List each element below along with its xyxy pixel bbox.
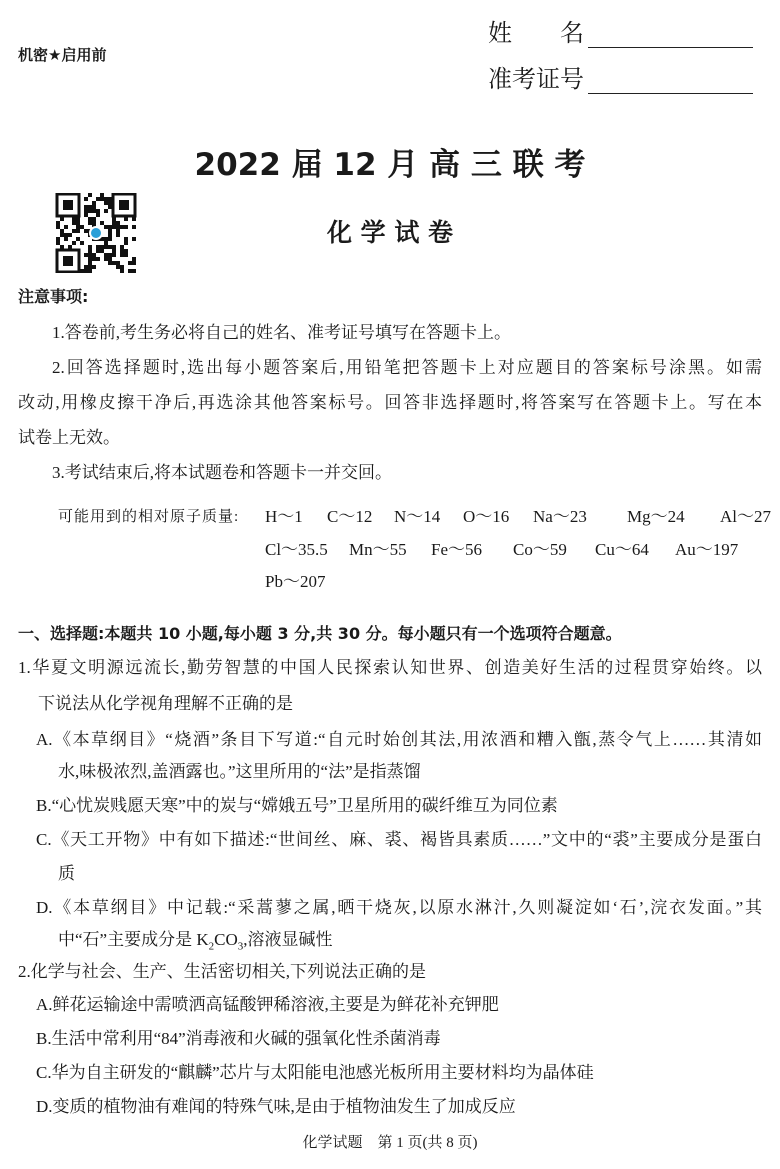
atomic-mass-item: O～16: [463, 507, 510, 526]
atomic-mass-item: C～12: [327, 507, 373, 526]
note-line: 1.答卷前,考生务必将自己的姓名、准考证号填写在答题卡上。: [52, 323, 511, 342]
note-line: 2.回答选择题时,选出每小题答案后,用铅笔把答题卡上对应题目的答案标号涂黑。如需: [52, 358, 762, 377]
atomic-mass-item: N～14: [394, 507, 441, 526]
q1-stem: 下说法从化学视角理解不正确的是: [38, 694, 293, 713]
confidential-label: 机密★启用前: [18, 46, 107, 64]
note-line: 试卷上无效。: [18, 428, 120, 447]
q1-option-c: C.《天工开物》中有如下描述:“世间丝、麻、裘、褐皆具素质……”文中的“裘”主要成分是蛋白: [36, 830, 762, 849]
atomic-mass-item: Na～23: [533, 507, 587, 526]
atomic-mass-item: Cu～64: [595, 540, 649, 559]
subject-title: 化 学 试 卷: [326, 218, 454, 247]
name-field[interactable]: [488, 20, 753, 48]
q2-option-b: B.生活中常利用“84”消毒液和火碱的强氧化性杀菌消毒: [36, 1029, 441, 1048]
atomic-mass-item: Co～59: [513, 540, 567, 559]
atomic-mass-item: H～1: [265, 507, 303, 526]
note-line: 3.考试结束后,将本试题卷和答题卡一并交回。: [52, 463, 392, 482]
page-title: 2022 届 12 月 高 三 联 考: [194, 147, 586, 183]
atomic-mass-item: Al～27: [720, 507, 771, 526]
atomic-mass-item: Mn～55: [349, 540, 407, 559]
q2-option-a: A.鲜花运输途中需喷洒高锰酸钾稀溶液,主要是为鲜花补充钾肥: [36, 995, 499, 1014]
q1-stem: 1.华夏文明源远流长,勤劳智慧的中国人民探索认知世界、创造美好生活的过程贯穿始终。以: [18, 658, 762, 677]
atomic-mass-item: Cl～35.5: [265, 540, 328, 559]
note-line: 改动,用橡皮擦干净后,再选涂其他答案标号。回答非选择题时,将答案写在答题卡上。写在本: [18, 393, 762, 412]
q1-option-a: 水,味极浓烈,盖酒露也。”这里所用的“法”是指蒸馏: [58, 762, 421, 781]
q1-option-b: B.“心忧炭贱愿天寒”中的炭与“嫦娥五号”卫星所用的碳纤维互为同位素: [36, 796, 558, 815]
notes-heading: 注意事项:: [18, 287, 89, 306]
name-label: 姓 名: [488, 21, 584, 47]
atomic-mass-label: 可能用到的相对原子质量:: [58, 509, 240, 525]
q1-option-c: 质: [58, 864, 75, 883]
q1-option-d: D.《本草纲目》中记载:“采蒿蓼之属,晒干烧灰,以原水淋汁,久则凝淀如‘石’,浣衣发面。”其: [36, 898, 762, 917]
atomic-mass-item: Au～197: [675, 540, 739, 559]
q1-option-a: A.《本草纲目》“烧酒”条目下写道:“自元时始创其法,用浓酒和糟入甑,蒸令气上……其清如: [36, 730, 762, 749]
name-underline[interactable]: [588, 25, 753, 48]
id-label: 准考证号: [488, 67, 584, 93]
atomic-mass-item: Mg～24: [627, 507, 685, 526]
q2-option-c: C.华为自主研发的“麒麟”芯片与太阳能电池感光板所用主要材料均为晶体硅: [36, 1063, 594, 1082]
atomic-mass-item: Fe～56: [431, 540, 482, 559]
page-footer: 化学试题 第 1 页(共 8 页): [302, 1135, 478, 1151]
q2-stem: 2.化学与社会、生产、生活密切相关,下列说法正确的是: [18, 962, 426, 981]
section-heading: 一、选择题:本题共 10 小题,每小题 3 分,共 30 分。每小题只有一个选项符合题意。: [18, 624, 622, 643]
q1-option-d: 中“石”主要成分是 $K_2CO_3$,溶液显碱性: [58, 930, 333, 953]
q2-option-d: D.变质的植物油有难闻的特殊气味,是由于植物油发生了加成反应: [36, 1097, 516, 1116]
id-underline[interactable]: [588, 71, 753, 94]
atomic-mass-item: Pb～207: [265, 572, 326, 591]
id-field[interactable]: [488, 66, 753, 94]
